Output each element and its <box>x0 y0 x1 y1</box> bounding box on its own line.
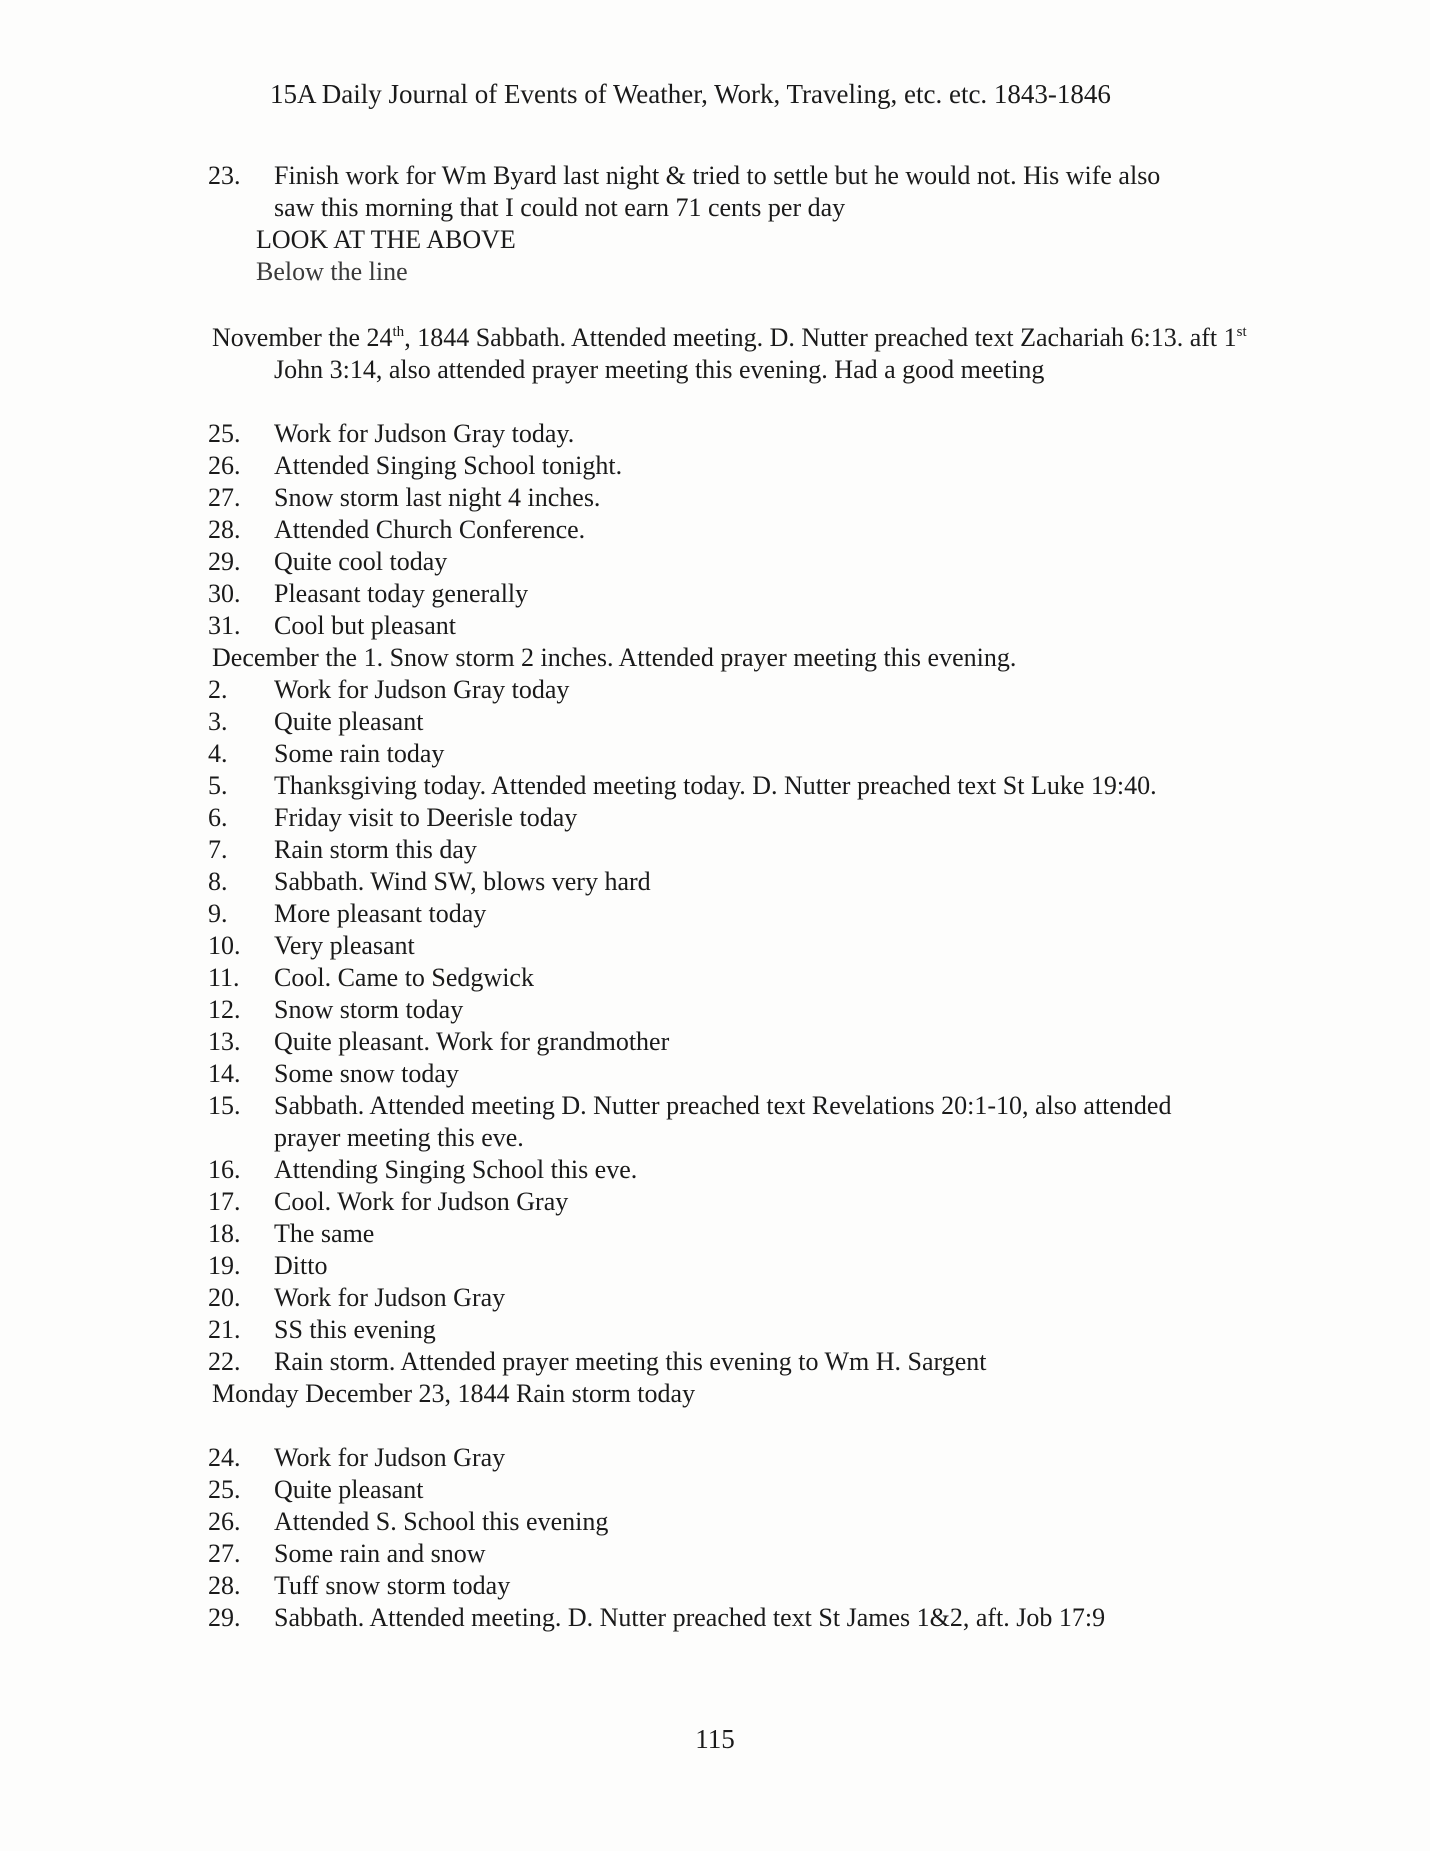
entry-number: 16. <box>208 1155 241 1184</box>
entry-number: 8. <box>208 867 228 896</box>
december-header-line: December the 1. Snow storm 2 inches. Attended prayer meeting this evening. <box>212 643 1017 672</box>
journal-entry <box>0 770 1430 802</box>
entry-text: Rain storm. Attended prayer meeting this evening to Wm H. Sargent <box>274 1347 987 1376</box>
entry-text: Some rain today <box>274 739 445 768</box>
entry-text: Sabbath. Attended meeting D. Nutter preached text Revelations 20:1-10, also attended prayer meeting this eve. <box>274 1091 1172 1152</box>
entry-text: Cool but pleasant <box>274 611 456 640</box>
entry-number: 19. <box>208 1251 241 1280</box>
entry-text: Thanksgiving today. Attended meeting today. D. Nutter preached text St Luke 19:40. <box>274 771 1157 800</box>
journal-entry <box>0 1506 1430 1538</box>
entry-number: 15. <box>208 1091 241 1120</box>
entry-number: 18. <box>208 1219 241 1248</box>
entry-text: Attended Singing School tonight. <box>274 451 623 480</box>
november-block <box>0 322 1430 386</box>
entry-number: 12. <box>208 995 241 1024</box>
entry-text: The same <box>274 1219 375 1248</box>
entry-number: 6. <box>208 803 228 832</box>
note-look-above: LOOK AT THE ABOVE <box>256 225 516 254</box>
entry-text: Friday visit to Deerisle today <box>274 803 578 832</box>
entry-number: 24. <box>208 1443 241 1472</box>
note-below-line: Below the line <box>256 257 408 286</box>
journal-entry <box>0 1058 1430 1090</box>
entry-number: 20. <box>208 1283 241 1312</box>
entry-number: 27. <box>208 483 241 512</box>
journal-entry <box>0 1442 1430 1474</box>
entry-number: 14. <box>208 1059 241 1088</box>
journal-entry <box>0 578 1430 610</box>
november-entry <box>212 322 1274 386</box>
journal-entry <box>0 706 1430 738</box>
entry-number: 29. <box>208 547 241 576</box>
journal-entry <box>0 514 1430 546</box>
november-date-suffix: th <box>392 324 405 340</box>
entry-text: Attended S. School this evening <box>274 1507 609 1536</box>
entry-text: Quite pleasant. Work for grandmother <box>274 1027 670 1056</box>
entry-number: 9. <box>208 899 228 928</box>
journal-entry <box>0 1474 1430 1506</box>
entry-text: Work for Judson Gray today. <box>274 419 575 448</box>
entry-text: Sabbath. Attended meeting. D. Nutter preached text St James 1&2, aft. Job 17:9 <box>274 1603 1106 1632</box>
entry-number: 28. <box>208 515 241 544</box>
entry-text: Finish work for Wm Byard last night & tried to settle but he would not. His wife also saw this morning that I could not earn 71 cents per day <box>274 161 1161 222</box>
journal-entry <box>0 546 1430 578</box>
entry-number: 2. <box>208 675 228 704</box>
journal-entry <box>0 610 1430 642</box>
entry-text: Ditto <box>274 1251 328 1280</box>
journal-entry <box>0 1538 1430 1570</box>
entry-number: 3. <box>208 707 228 736</box>
journal-entry <box>0 674 1430 706</box>
monday-header-line: Monday December 23, 1844 Rain storm today <box>212 1379 696 1408</box>
entry-number: 26. <box>208 451 241 480</box>
entry-number: 25. <box>208 1475 241 1504</box>
entry-number: 4. <box>208 739 228 768</box>
entry-text: More pleasant today <box>274 899 487 928</box>
entry-number: 11. <box>208 963 240 992</box>
entry-number: 27. <box>208 1539 241 1568</box>
entry-text: Work for Judson Gray <box>274 1443 506 1472</box>
entries-november <box>0 418 1430 674</box>
journal-entry <box>0 1314 1430 1346</box>
entry-text: Work for Judson Gray today <box>274 675 570 704</box>
journal-entry <box>0 1570 1430 1602</box>
entry-text: Tuff snow storm today <box>274 1571 511 1600</box>
entry-number: 26. <box>208 1507 241 1536</box>
entry-text: Work for Judson Gray <box>274 1283 506 1312</box>
entry-number: 28. <box>208 1571 241 1600</box>
journal-entry <box>0 834 1430 866</box>
entry-text: Very pleasant <box>274 931 415 960</box>
november-text: , 1844 Sabbath. Attended meeting. D. Nutter preached text Zachariah 6:13. aft 1 <box>404 323 1237 352</box>
journal-entry <box>0 482 1430 514</box>
journal-entry <box>0 1250 1430 1282</box>
entry-text: Cool. Came to Sedgwick <box>274 963 534 992</box>
entry-number: 17. <box>208 1187 241 1216</box>
journal-entry <box>0 898 1430 930</box>
entry-number: 29. <box>208 1603 241 1632</box>
entry-text: Sabbath. Wind SW, blows very hard <box>274 867 651 896</box>
entry-text: Quite pleasant <box>274 707 424 736</box>
journal-entry <box>0 802 1430 834</box>
journal-entry <box>0 1218 1430 1250</box>
entry-text: Attended Church Conference. <box>274 515 586 544</box>
entry-number: 5. <box>208 771 228 800</box>
entries-december <box>0 674 1430 1410</box>
journal-entry <box>0 1186 1430 1218</box>
entry-number: 31. <box>208 611 241 640</box>
journal-entry <box>0 1026 1430 1058</box>
journal-entry <box>0 930 1430 962</box>
journal-entry <box>0 866 1430 898</box>
entry-number: 23. <box>208 161 241 190</box>
page-header: 15A Daily Journal of Events of Weather, Work, Traveling, etc. etc. 1843-1846 <box>270 79 1111 109</box>
entry-number: 22. <box>208 1347 241 1376</box>
entry-text: SS this evening <box>274 1315 436 1344</box>
entry-number: 10. <box>208 931 241 960</box>
entry-text: Rain storm this day <box>274 835 477 864</box>
entry-text: Pleasant today generally <box>274 579 529 608</box>
november-ref-suffix: st <box>1236 324 1247 340</box>
journal-entry <box>0 962 1430 994</box>
journal-entry <box>0 418 1430 450</box>
entry-text: Quite cool today <box>274 547 448 576</box>
entry-text: Cool. Work for Judson Gray <box>274 1187 569 1216</box>
entry-number: 13. <box>208 1027 241 1056</box>
journal-entry <box>0 160 1430 224</box>
journal-entry <box>0 1282 1430 1314</box>
page-number: 115 <box>695 1724 735 1754</box>
entry-number: 25. <box>208 419 241 448</box>
journal-entry <box>0 1090 1430 1154</box>
november-date: November the 24 <box>212 323 393 352</box>
journal-entry <box>0 1602 1430 1634</box>
entry-number: 7. <box>208 835 228 864</box>
entry-number: 30. <box>208 579 241 608</box>
journal-entry <box>0 1154 1430 1186</box>
entries-late-december <box>0 1442 1430 1634</box>
journal-entry <box>0 994 1430 1026</box>
entry-text: Snow storm last night 4 inches. <box>274 483 601 512</box>
journal-entry <box>0 738 1430 770</box>
entry-text: Snow storm today <box>274 995 464 1024</box>
entry-text: Quite pleasant <box>274 1475 424 1504</box>
entry-text: Some snow today <box>274 1059 459 1088</box>
entry-text: Some rain and snow <box>274 1539 486 1568</box>
journal-entry <box>0 1346 1430 1378</box>
entry-text: Attending Singing School this eve. <box>274 1155 638 1184</box>
journal-entry <box>0 450 1430 482</box>
entry-number: 21. <box>208 1315 241 1344</box>
top-entry-block <box>0 160 1430 288</box>
november-text-rest: John 3:14, also attended prayer meeting this evening. Had a good meeting <box>274 355 1045 384</box>
